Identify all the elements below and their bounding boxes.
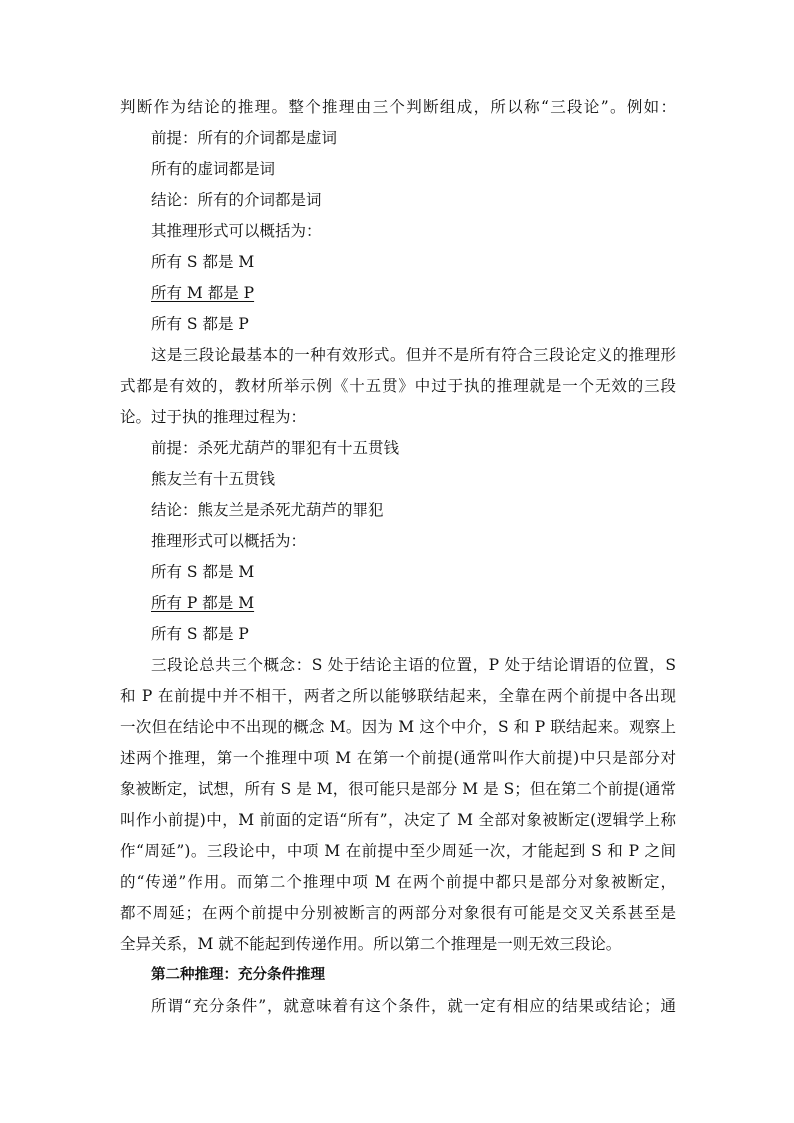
paragraph-line: 都不周延；在两个前提中分别被断言的两部分对象很有可能是交叉关系甚至是 <box>120 904 676 922</box>
formula-line-underlined: 所有 P 都是 M <box>151 594 255 612</box>
formula-line: 所有 S 都是 M <box>151 253 255 271</box>
paragraph-line: 这是三段论最基本的一种有效形式。但并不是所有符合三段论定义的推理形 <box>151 346 676 364</box>
paragraph-line: 全异关系，M 就不能起到传递作用。所以第二个推理是一则无效三段论。 <box>120 935 622 953</box>
paragraph-line: 象被断定，试想，所有 S 是 M，很可能只是部分 M 是 S；但在第二个前提(通常 <box>120 780 676 798</box>
formula-line-underlined: 所有 M 都是 P <box>151 284 255 302</box>
paragraph-line: 推理形式可以概括为： <box>151 532 307 550</box>
formula-line: 所有 S 都是 P <box>151 315 249 333</box>
section-heading: 第二种推理：充分条件推理 <box>151 966 325 983</box>
paragraph-line: 所谓“充分条件”，就意味着有这个条件，就一定有相应的结果或结论；通 <box>151 997 676 1015</box>
paragraph-line: 其推理形式可以概括为： <box>151 222 322 240</box>
premise-line: 熊友兰有十五贯钱 <box>151 470 276 488</box>
premise-line: 前提：杀死尤葫芦的罪犯有十五贯钱 <box>151 439 400 457</box>
paragraph-line: 作“周延”)。三段论中，中项 M 在前提中至少周延一次，才能起到 S 和 P 之间 <box>120 842 676 860</box>
paragraph-line: 三段论总共三个概念：S 处于结论主语的位置，P 处于结论谓语的位置，S <box>151 656 676 674</box>
paragraph-line: 论。过于执的推理过程为： <box>120 408 307 426</box>
paragraph-line: 叫作小前提)中，M 前面的定语“所有”，决定了 M 全部对象被断定(逻辑学上称 <box>120 811 676 829</box>
paragraph-line: 一次但在结论中不出现的概念 M。因为 M 这个中介，S 和 P 联结起来。观察上 <box>120 718 676 736</box>
premise-line: 所有的虚词都是词 <box>151 160 276 178</box>
premise-line: 前提：所有的介词都是虚词 <box>151 129 338 147</box>
paragraph-line: 式都是有效的，教材所举示例《十五贯》中过于执的推理就是一个无效的三段 <box>120 377 676 395</box>
conclusion-line: 结论：熊友兰是杀死尤葫芦的罪犯 <box>151 501 384 519</box>
formula-line: 所有 S 都是 M <box>151 563 255 581</box>
formula-line: 所有 S 都是 P <box>151 625 249 643</box>
conclusion-line: 结论：所有的介词都是词 <box>151 191 322 209</box>
paragraph-line: 和 P 在前提中并不相干，两者之所以能够联结起来，全靠在两个前提中各出现 <box>120 687 676 705</box>
paragraph-line: 的“传递”作用。而第二个推理中项 M 在两个前提中都只是部分对象被断定， <box>120 873 676 891</box>
paragraph-line: 判断作为结论的推理。整个推理由三个判断组成，所以称“三段论”。例如： <box>120 98 676 116</box>
paragraph-line: 述两个推理，第一个推理中项 M 在第一个前提(通常叫作大前提)中只是部分对 <box>120 749 676 767</box>
